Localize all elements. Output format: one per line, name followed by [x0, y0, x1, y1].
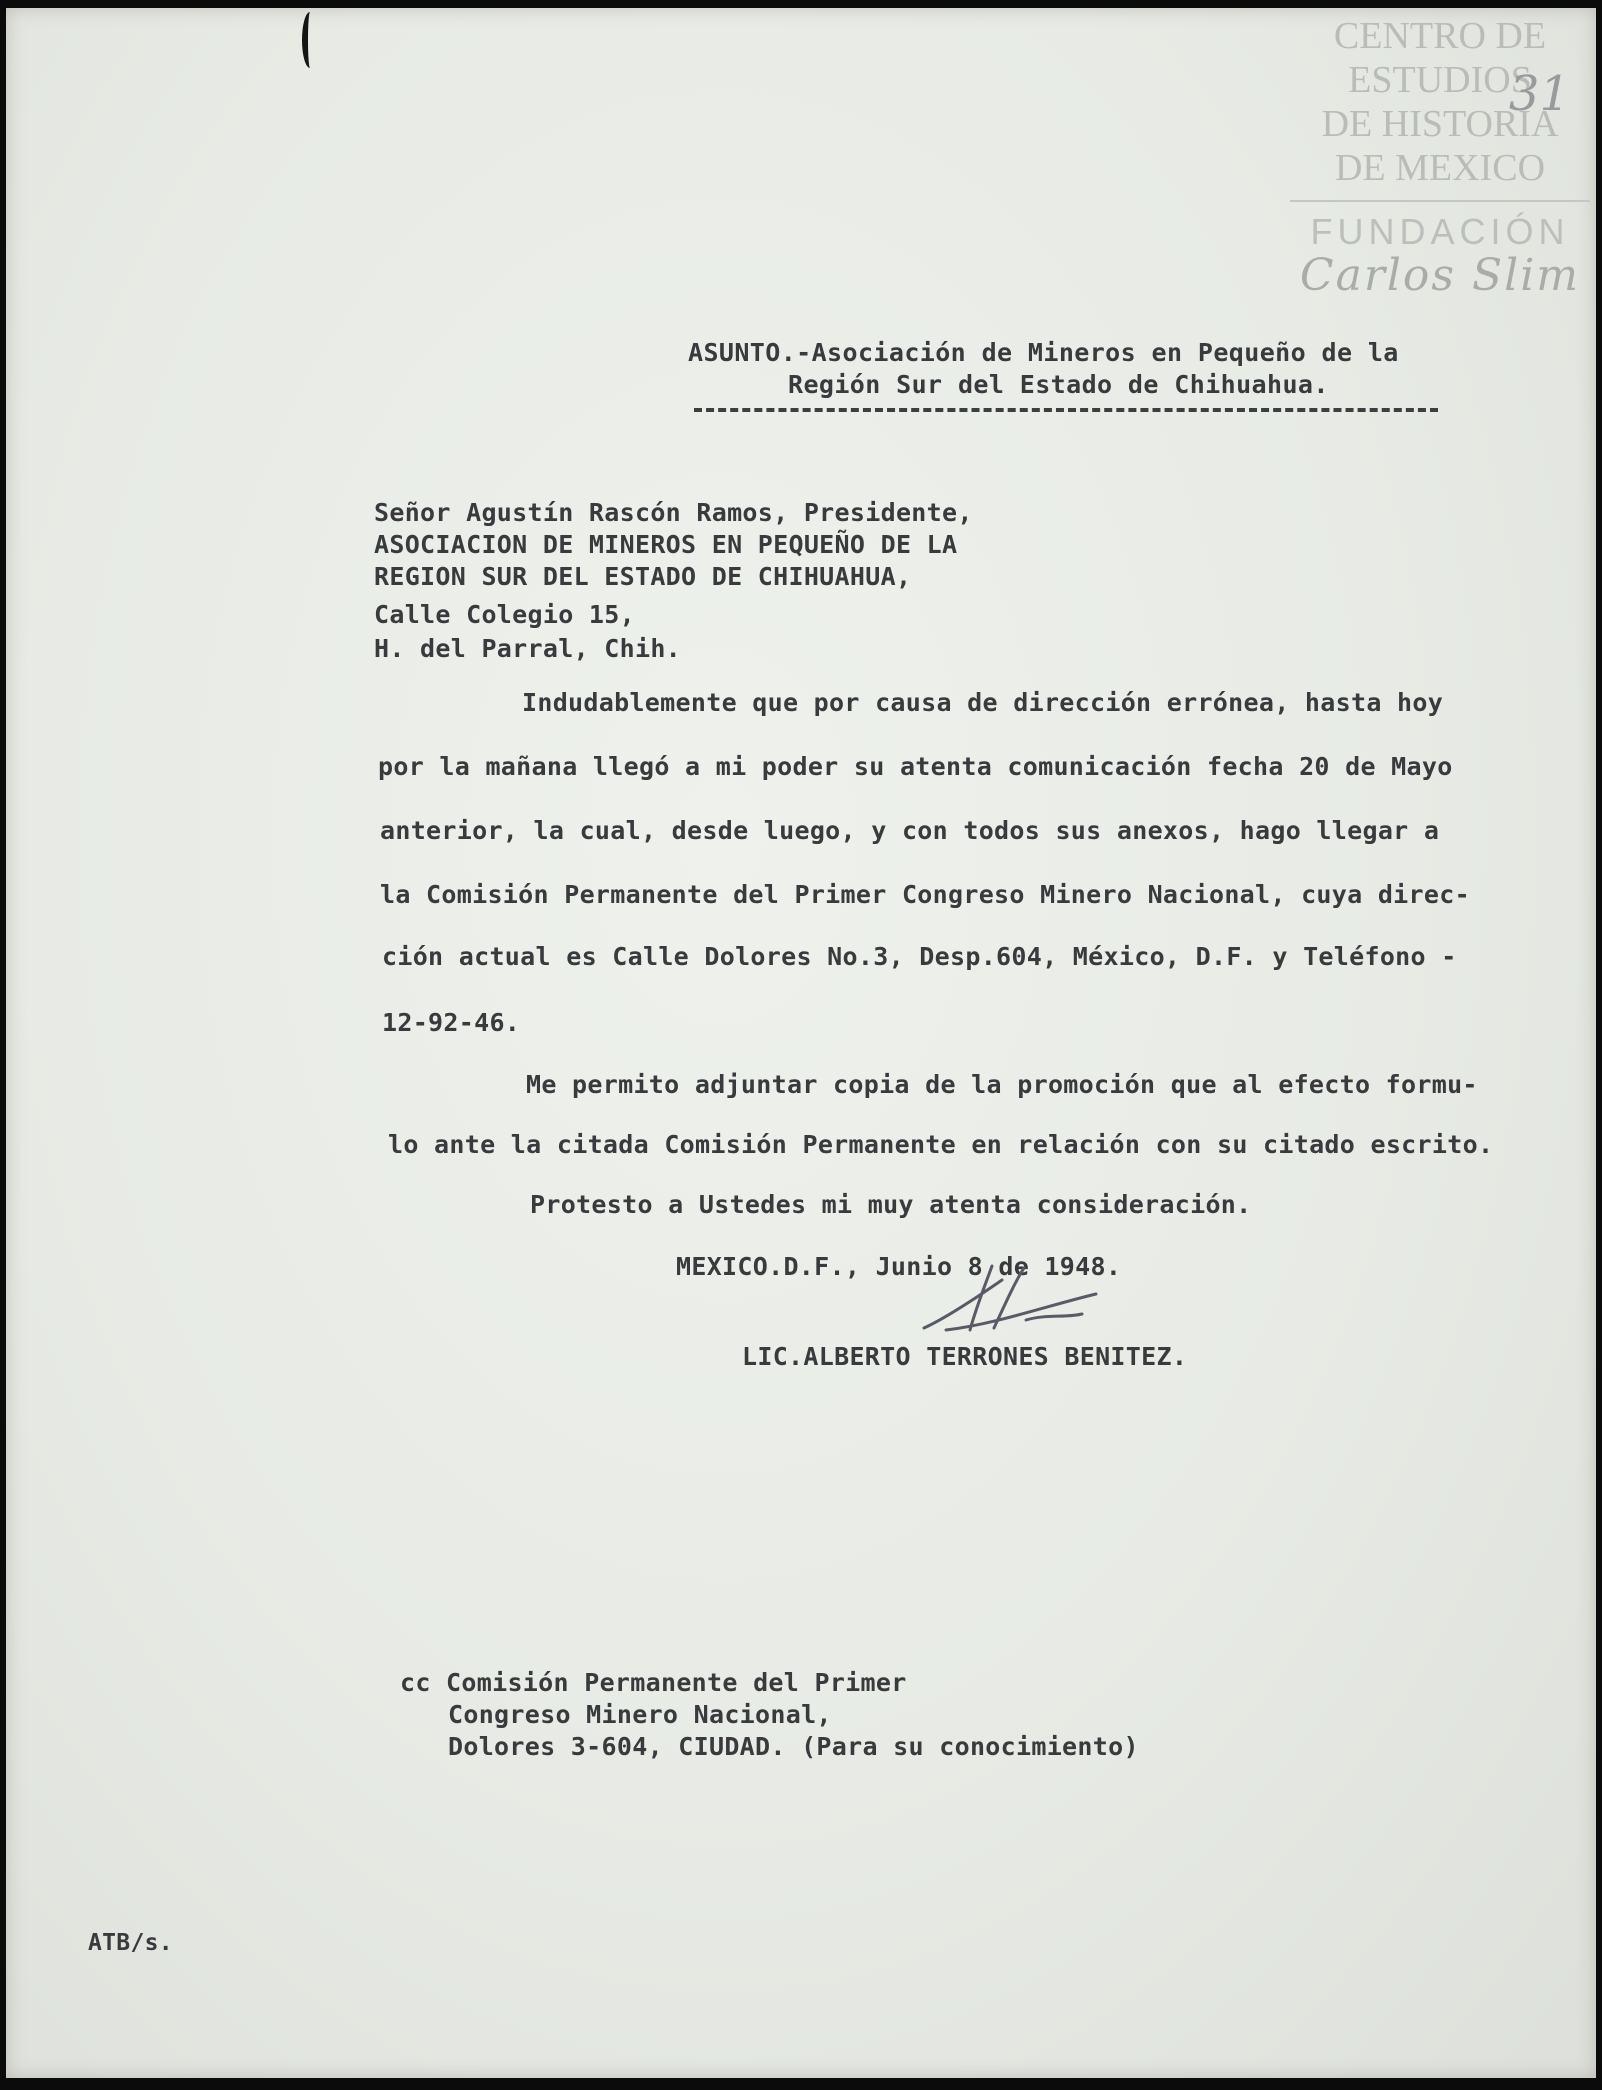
- subject-line-2: Región Sur del Estado de Chihuahua.: [788, 370, 1329, 399]
- addressee-line-2: ASOCIACION DE MINEROS EN PEQUEÑO DE LA: [374, 530, 958, 559]
- body-p2-line-1: Me permito adjuntar copia de la promoción que al efecto formu-: [526, 1070, 1478, 1099]
- cc-line-2: Congreso Minero Nacional,: [448, 1700, 832, 1729]
- cc-line-1: cc Comisión Permanente del Primer: [400, 1668, 907, 1697]
- signature-name: LIC.ALBERTO TERRONES BENITEZ.: [742, 1342, 1188, 1371]
- subject-dashed-rule: [694, 408, 1438, 412]
- addressee-line-5: H. del Parral, Chih.: [374, 634, 682, 663]
- typist-initials: ATB/s.: [88, 1930, 173, 1956]
- body-p1-line-5: ción actual es Calle Dolores No.3, Desp.604, México, D.F. y Teléfono -: [382, 942, 1457, 971]
- document-page: [6, 8, 1596, 2078]
- body-p2-line-2: lo ante la citada Comisión Permanente en relación con su citado escrito.: [388, 1130, 1494, 1159]
- watermark-line-4: DE MEXICO: [1334, 147, 1546, 189]
- page-number: 31: [1508, 66, 1570, 122]
- paper-tear-mark: [302, 12, 318, 68]
- handwritten-signature: [906, 1258, 1106, 1348]
- addressee-line-1: Señor Agustín Rascón Ramos, Presidente,: [374, 498, 973, 527]
- body-p1-line-2: por la mañana llegó a mi poder su atenta comunicación fecha 20 de Mayo: [378, 752, 1453, 781]
- archive-watermark: [1290, 14, 1590, 301]
- watermark-line-1: CENTRO DE: [1333, 15, 1547, 57]
- subject-line-1: ASUNTO.-Asociación de Mineros en Pequeño de la: [688, 338, 1399, 367]
- body-p1-line-1: Indudablemente que por causa de dirección errónea, hasta hoy: [522, 688, 1444, 717]
- watermark-line-3: DE HISTORIA: [1321, 103, 1559, 145]
- body-p1-line-4: la Comisión Permanente del Primer Congreso Minero Nacional, cuya direc-: [380, 880, 1470, 909]
- watermark-script: Carlos Slim: [1299, 250, 1580, 301]
- closing-line: Protesto a Ustedes mi muy atenta consideración.: [530, 1190, 1252, 1219]
- addressee-line-3: REGION SUR DEL ESTADO DE CHIHUAHUA,: [374, 562, 912, 591]
- body-p1-line-6: 12-92-46.: [382, 1008, 521, 1037]
- watermark-foundation: FUNDACIÓN: [1310, 211, 1570, 252]
- watermark-divider: [1290, 200, 1590, 202]
- watermark-line-2: ESTUDIOS: [1348, 59, 1532, 101]
- date-line: MEXICO.D.F., Junio 8 de 1948.: [676, 1252, 1122, 1281]
- cc-line-3: Dolores 3-604, CIUDAD. (Para su conocimiento): [448, 1732, 1139, 1761]
- addressee-line-4: Calle Colegio 15,: [374, 600, 635, 629]
- body-p1-line-3: anterior, la cual, desde luego, y con todos sus anexos, hago llegar a: [380, 816, 1440, 845]
